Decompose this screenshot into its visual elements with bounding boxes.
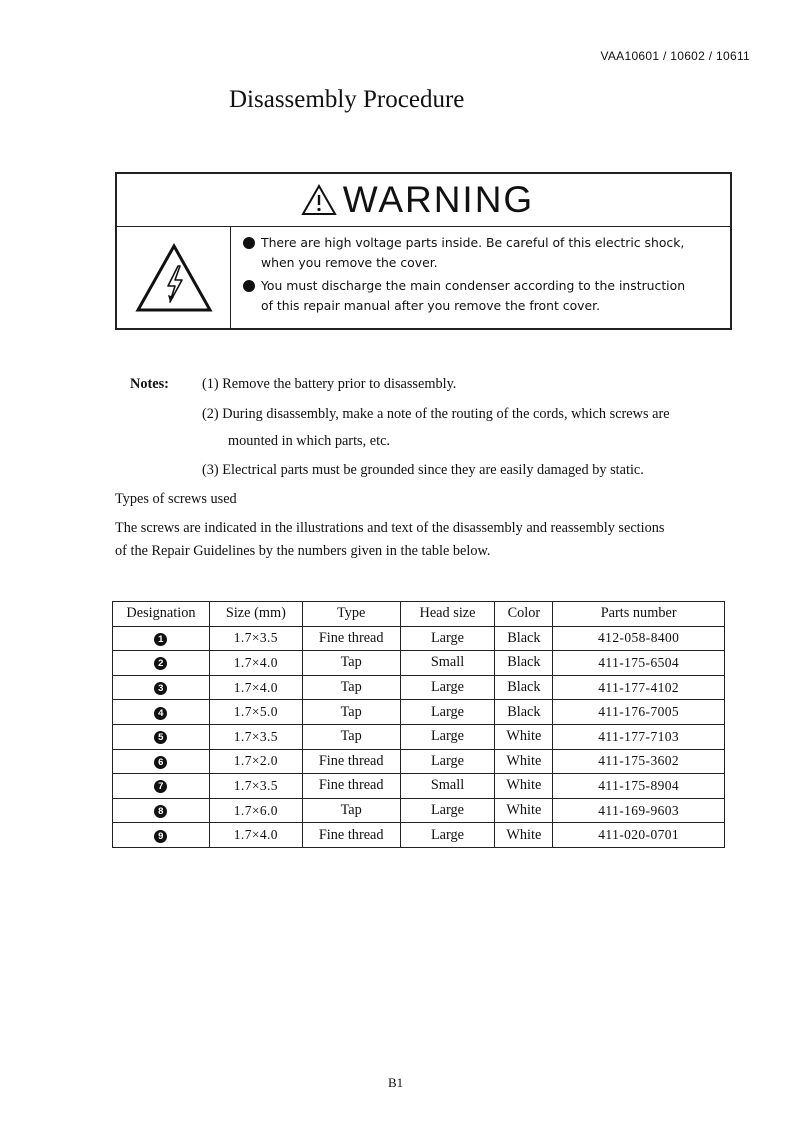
head-size-cell: Large: [400, 749, 495, 774]
designation-number-icon: 8: [154, 805, 167, 818]
screw-table: [112, 601, 725, 848]
size-cell: 1.7×6.0: [209, 798, 302, 823]
type-cell: Tap: [302, 700, 400, 725]
bullet-icon: [243, 237, 255, 249]
warning-message-line: of this repair manual after you remove the front cover.: [261, 297, 601, 313]
head-size-cell: Large: [400, 724, 495, 749]
head-size-cell: Large: [400, 700, 495, 725]
color-cell: Black: [495, 626, 553, 651]
bullet-icon: [243, 280, 255, 292]
head-size-cell: Small: [400, 774, 495, 799]
warning-message-line: when you remove the cover.: [261, 254, 438, 270]
warning-box: [115, 172, 732, 330]
head-size-cell: Large: [400, 626, 495, 651]
caution-triangle-icon: [301, 184, 337, 216]
note-item: (1) Remove the battery prior to disassembly.: [202, 376, 457, 392]
page-number: B1: [388, 1075, 404, 1090]
color-cell: White: [495, 749, 553, 774]
color-cell: White: [495, 724, 553, 749]
type-cell: Tap: [302, 651, 400, 676]
parts-number-cell: 411-177-4102: [553, 675, 725, 700]
size-cell: 1.7×3.5: [209, 626, 302, 651]
column-header: Head size: [400, 602, 495, 627]
table-row: [113, 675, 725, 700]
warning-message: [243, 276, 720, 315]
color-cell: Black: [495, 700, 553, 725]
head-size-cell: Large: [400, 798, 495, 823]
size-cell: 1.7×4.0: [209, 651, 302, 676]
designation-number-icon: 1: [154, 633, 167, 646]
screw-description-line: The screws are indicated in the illustrations and text of the disassembly and reassembly sections: [115, 520, 665, 536]
table-row: [113, 626, 725, 651]
designation-number-icon: 2: [154, 657, 167, 670]
size-cell: 1.7×4.0: [209, 823, 302, 848]
table-row: [113, 724, 725, 749]
parts-number-cell: 411-175-3602: [553, 749, 725, 774]
column-header: Parts number: [553, 602, 725, 627]
designation-number-icon: 6: [154, 756, 167, 769]
parts-number-cell: 411-169-9603: [553, 798, 725, 823]
warning-header: [117, 174, 730, 227]
column-header: Size (mm): [209, 602, 302, 627]
page-title: Disassembly Procedure: [229, 86, 465, 113]
designation-number-icon: 9: [154, 830, 167, 843]
table-row: [113, 774, 725, 799]
high-voltage-icon: [134, 242, 214, 314]
size-cell: 1.7×3.5: [209, 774, 302, 799]
parts-number-cell: 411-177-7103: [553, 724, 725, 749]
column-header: Color: [495, 602, 553, 627]
warning-title: WARNING: [342, 179, 535, 220]
designation-number-icon: 3: [154, 682, 167, 695]
type-cell: Fine thread: [302, 774, 400, 799]
size-cell: 1.7×5.0: [209, 700, 302, 725]
designation-number-icon: 4: [154, 707, 167, 720]
parts-number-cell: 411-175-6504: [553, 651, 725, 676]
screw-description-line: of the Repair Guidelines by the numbers given in the table below.: [115, 543, 491, 559]
warning-message-line: You must discharge the main condenser according to the instruction: [261, 278, 686, 293]
warning-icon-cell: [117, 227, 231, 328]
type-cell: Fine thread: [302, 823, 400, 848]
warning-message: [243, 233, 720, 272]
type-cell: Fine thread: [302, 626, 400, 651]
parts-number-cell: 411-175-8904: [553, 774, 725, 799]
head-size-cell: Large: [400, 675, 495, 700]
notes-label: Notes:: [130, 376, 169, 392]
color-cell: Black: [495, 651, 553, 676]
parts-number-cell: 412-058-8400: [553, 626, 725, 651]
parts-number-cell: 411-020-0701: [553, 823, 725, 848]
designation-number-icon: 7: [154, 780, 167, 793]
table-row: [113, 749, 725, 774]
table-row: [113, 798, 725, 823]
warning-message-line: There are high voltage parts inside. Be careful of this electric shock,: [261, 235, 685, 250]
color-cell: White: [495, 823, 553, 848]
table-header-row: [113, 602, 725, 627]
head-size-cell: Large: [400, 823, 495, 848]
table-row: [113, 651, 725, 676]
note-item: (3) Electrical parts must be grounded since they are easily damaged by static.: [202, 462, 644, 478]
note-item: (2) During disassembly, make a note of the routing of the cords, which screws are: [202, 406, 670, 422]
document-code: VAA10601 / 10602 / 10611: [600, 49, 750, 63]
warning-messages: [231, 227, 730, 328]
size-cell: 1.7×3.5: [209, 724, 302, 749]
color-cell: White: [495, 798, 553, 823]
table-row: [113, 700, 725, 725]
table-row: [113, 823, 725, 848]
column-header: Designation: [113, 602, 210, 627]
type-cell: Fine thread: [302, 749, 400, 774]
type-cell: Tap: [302, 724, 400, 749]
warning-body: [117, 227, 730, 328]
color-cell: White: [495, 774, 553, 799]
designation-number-icon: 5: [154, 731, 167, 744]
size-cell: 1.7×4.0: [209, 675, 302, 700]
size-cell: 1.7×2.0: [209, 749, 302, 774]
screw-types-heading: Types of screws used: [115, 491, 237, 507]
parts-number-cell: 411-176-7005: [553, 700, 725, 725]
type-cell: Tap: [302, 675, 400, 700]
column-header: Type: [302, 602, 400, 627]
color-cell: Black: [495, 675, 553, 700]
head-size-cell: Small: [400, 651, 495, 676]
note-item-continuation: mounted in which parts, etc.: [228, 433, 390, 449]
type-cell: Tap: [302, 798, 400, 823]
